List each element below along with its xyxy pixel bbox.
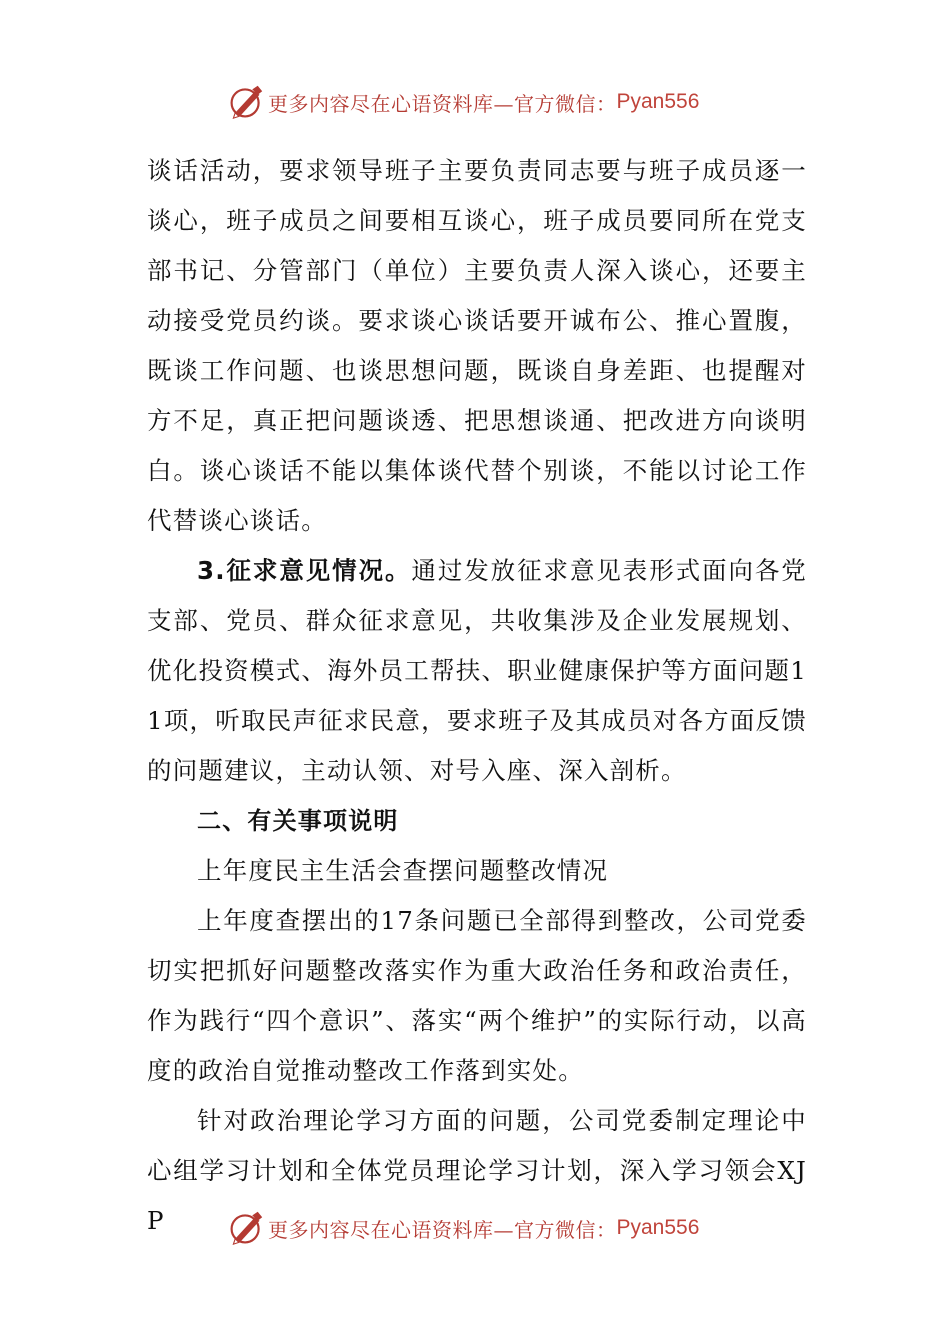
paragraph-opinions — [147, 546, 807, 796]
paragraph-rectification: 上年度查摆出的17条问题已全部得到整改，公司党委切实把抓好问题整改落实作为重大政治任务和政治责任，作为践行“四个意识”、落实“两个维护”的实际行动，以高度的政治自觉推动整改工作落到实处。 — [147, 906, 807, 1085]
watermark-header — [228, 82, 699, 122]
pen-logo-icon — [228, 1210, 264, 1246]
watermark-handle: Pyan556 — [616, 90, 700, 113]
paragraph-talks: 谈话活动，要求领导班子主要负责同志要与班子成员逐一谈心，班子成员之间要相互谈心，班子成员要同所在党支部书记、分管部门（单位）主要负责人深入谈心，还要主动接受党员约谈。要求谈心谈话要开诚布公、推心置腹，既谈工作问题、也谈思想问题，既谈自身差距、也提醒对方不足，真正把问题谈透、把思想谈通、把改进方向谈明白。谈心谈话不能以集体谈代替个别谈，不能以讨论工作代替谈心谈话。 — [147, 156, 807, 535]
watermark-footer — [228, 1208, 699, 1248]
watermark-text: 更多内容尽在心语资料库—官方微信： — [268, 1217, 617, 1242]
pen-logo-icon — [228, 84, 264, 120]
watermark-handle: Pyan556 — [616, 1216, 700, 1239]
paragraph-opinions-lead: 3.征求意见情况。 — [197, 556, 412, 585]
subheading: 上年度民主生活会查摆问题整改情况 — [197, 856, 609, 885]
paragraph-theory-study: 针对政治理论学习方面的问题，公司党委制定理论中心组学习计划和全体党员理论学习计划，深入学习领会XJP — [147, 1106, 807, 1235]
section-heading: 二、有关事项说明 — [197, 807, 399, 835]
watermark-text: 更多内容尽在心语资料库—官方微信： — [268, 91, 617, 116]
paragraph-opinions-text: 通过发放征求意见表形式面向各党支部、党员、群众征求意见，共收集涉及企业发展规划、优化投资模式、海外员工帮扶、职业健康保护等方面问题11项，听取民声征求民意，要求班子及其成员对各方面反馈的问题建议，主动认领、对号入座、深入剖析。 — [147, 556, 808, 785]
document-body — [147, 146, 807, 1246]
